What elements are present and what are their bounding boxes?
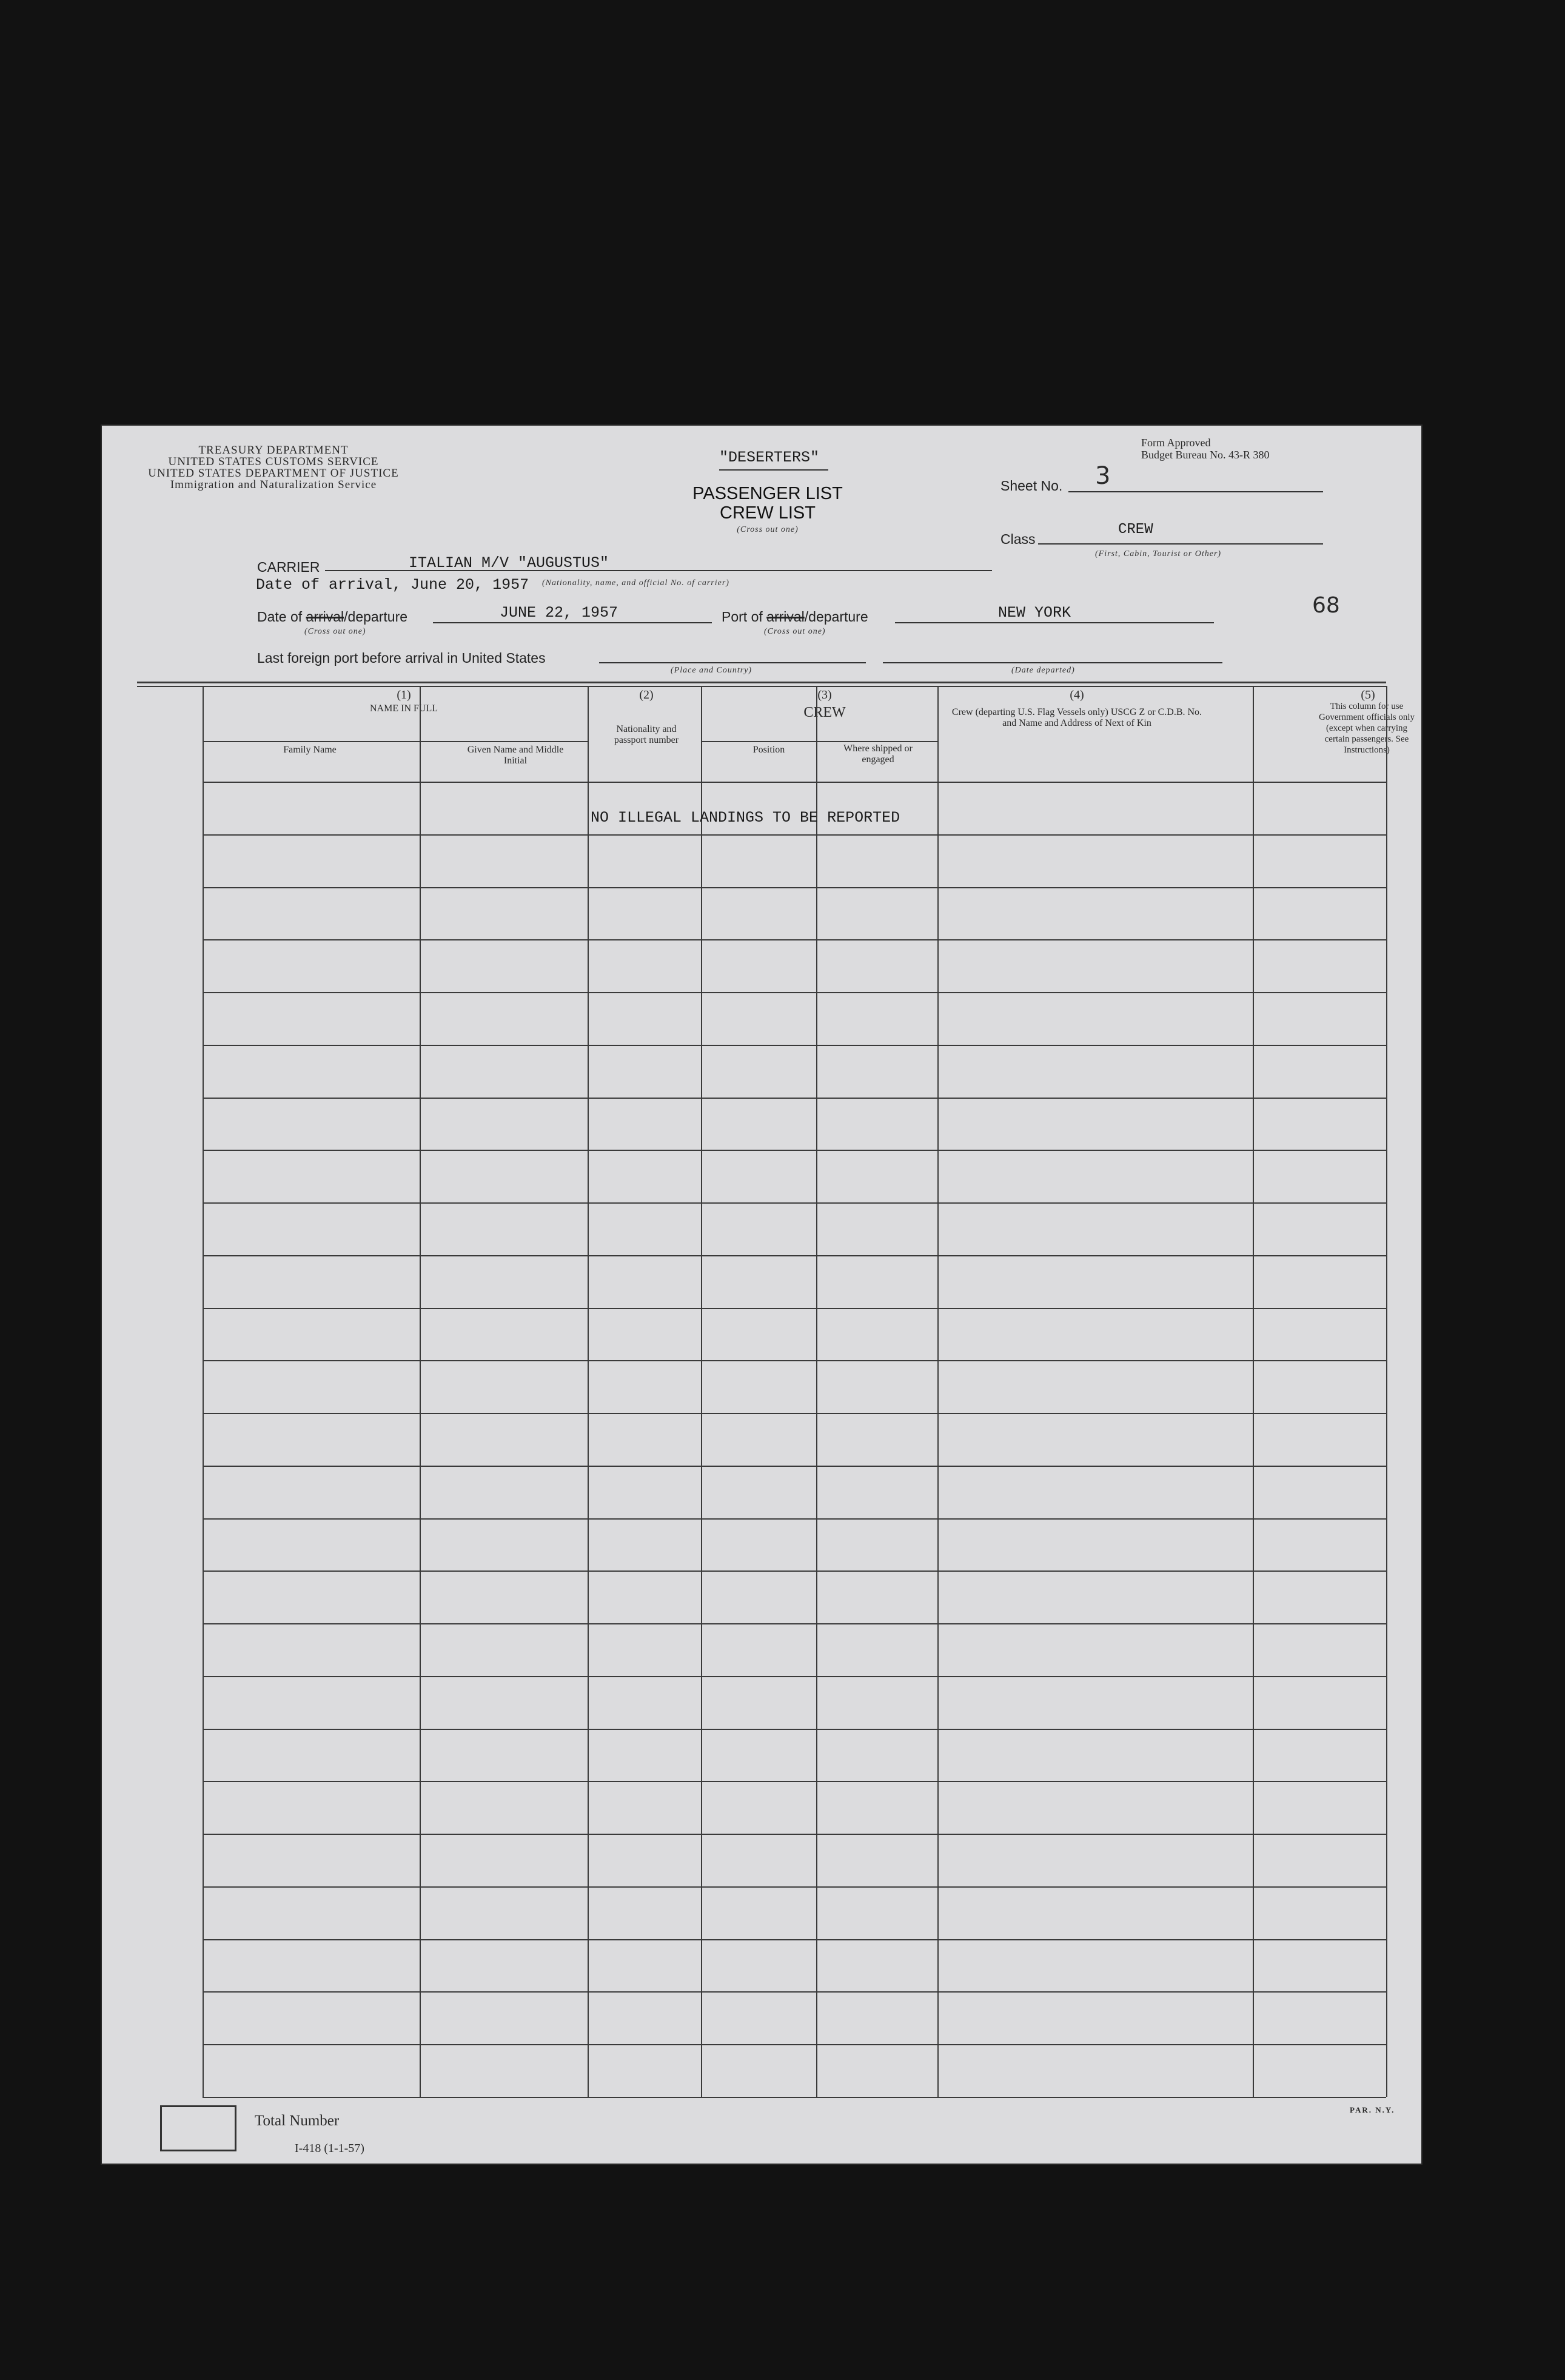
column-line bbox=[1253, 686, 1254, 2097]
form-approved: Form Approved bbox=[1141, 437, 1211, 449]
table-row-line bbox=[203, 1255, 1386, 1256]
table-top-rule-2 bbox=[137, 686, 1386, 687]
column-line bbox=[816, 686, 817, 2097]
col1a-title: Family Name bbox=[283, 745, 337, 755]
last-port-line bbox=[599, 662, 866, 663]
port-hint: (Cross out one) bbox=[764, 627, 826, 636]
margin-number: 68 bbox=[1312, 593, 1340, 618]
agency-line-ins: Immigration and Naturalization Service bbox=[170, 478, 377, 491]
table-row-line bbox=[203, 1360, 1386, 1361]
table-row-line bbox=[203, 2044, 1386, 2045]
col2-number: (2) bbox=[639, 688, 654, 702]
col3a-title: Position bbox=[752, 745, 785, 755]
date-label-a: Date of bbox=[257, 609, 306, 625]
column-line bbox=[937, 686, 939, 2097]
last-port-label: Last foreign port before arrival in United States bbox=[257, 650, 546, 666]
col1b-title: Given Name and Middle Initial bbox=[467, 745, 564, 766]
column-line bbox=[420, 686, 421, 2097]
agency-line-customs: UNITED STATES CUSTOMS SERVICE bbox=[168, 455, 379, 468]
col5-title: This column for use Government officials only (except when carrying certain passengers. See Instructions) bbox=[1318, 702, 1415, 755]
date-departed-line bbox=[883, 662, 1222, 663]
date-departed-hint: (Date departed) bbox=[1011, 666, 1075, 675]
crew-list-form bbox=[101, 424, 1423, 2165]
table-row-line bbox=[203, 1413, 1386, 1414]
col1-number: (1) bbox=[397, 688, 411, 702]
date-label-b: /departure bbox=[344, 609, 408, 625]
table-row-line bbox=[203, 1570, 1386, 1572]
col1-title: NAME IN FULL bbox=[370, 703, 438, 714]
column-line bbox=[588, 686, 589, 2097]
port-departure-label bbox=[722, 609, 868, 625]
deserters-stamp: "DESERTERS" bbox=[719, 449, 820, 466]
table-top-rule bbox=[137, 682, 1386, 683]
column-line bbox=[1386, 686, 1387, 2097]
table-row-line bbox=[203, 1991, 1386, 1993]
title-hint: (Cross out one) bbox=[737, 525, 799, 534]
total-number-label: Total Number bbox=[255, 2113, 340, 2129]
table-row-line bbox=[203, 1834, 1386, 1835]
port-value: NEW YORK bbox=[998, 604, 1071, 622]
header-bottom-rule bbox=[203, 782, 1386, 783]
table-row-line bbox=[203, 1939, 1386, 1940]
sheet-no-line bbox=[1068, 491, 1323, 492]
table-row-line bbox=[203, 2097, 1386, 2098]
sheet-no-value: 3 bbox=[1095, 462, 1111, 490]
given-name-split bbox=[420, 741, 421, 782]
arrival-note: Date of arrival, June 20, 1957 bbox=[256, 576, 529, 594]
budget-bureau: Budget Bureau No. 43-R 380 bbox=[1141, 449, 1270, 461]
port-struck: arrival bbox=[766, 609, 805, 625]
table-row-line bbox=[203, 1518, 1386, 1520]
stamp-underline bbox=[719, 469, 828, 471]
table-row-line bbox=[203, 1781, 1386, 1782]
table-row-line bbox=[203, 939, 1386, 940]
carrier-label: CARRIER bbox=[257, 559, 320, 575]
col2-title: Nationality and passport number bbox=[614, 724, 679, 745]
table-row-line bbox=[203, 1202, 1386, 1204]
title-passenger-list: PASSENGER LIST bbox=[692, 484, 843, 503]
total-number-box bbox=[160, 2105, 236, 2151]
table-row-line bbox=[203, 887, 1386, 888]
table-row-line bbox=[203, 1098, 1386, 1099]
last-port-hint: (Place and Country) bbox=[671, 666, 752, 675]
title-crew-list: CREW LIST bbox=[720, 503, 816, 523]
table-row-line bbox=[203, 1676, 1386, 1677]
table-row-line bbox=[203, 1150, 1386, 1151]
table-row-line bbox=[203, 1729, 1386, 1730]
table-row-line bbox=[203, 1045, 1386, 1046]
date-departure-label bbox=[257, 609, 407, 625]
carrier-value: ITALIAN M/V "AUGUSTUS" bbox=[409, 554, 609, 572]
class-label: Class bbox=[1000, 531, 1036, 547]
table-row-line bbox=[203, 1886, 1386, 1888]
table-row-line bbox=[203, 992, 1386, 993]
date-line bbox=[433, 622, 712, 623]
col4-number: (4) bbox=[1070, 688, 1084, 702]
sheet-no-label: Sheet No. bbox=[1000, 478, 1063, 494]
port-label-b: /departure bbox=[804, 609, 868, 625]
agency-block bbox=[137, 444, 410, 491]
no-illegal-landings-note: NO ILLEGAL LANDINGS TO BE REPORTED bbox=[591, 809, 900, 826]
form-number: I-418 (1-1-57) bbox=[295, 2142, 364, 2155]
class-line bbox=[1038, 543, 1323, 545]
carrier-hint: (Nationality, name, and official No. of carrier) bbox=[542, 578, 729, 588]
date-hint: (Cross out one) bbox=[304, 627, 366, 636]
class-hint: (First, Cabin, Tourist or Other) bbox=[1095, 549, 1222, 558]
col3-title: CREW bbox=[803, 705, 846, 720]
crew-subheader-rule bbox=[701, 741, 937, 742]
port-label-a: Port of bbox=[722, 609, 767, 625]
table-row-line bbox=[203, 834, 1386, 836]
port-line bbox=[895, 622, 1214, 623]
col5-number: (5) bbox=[1361, 688, 1375, 702]
table-row-line bbox=[203, 1308, 1386, 1309]
class-value: CREW bbox=[1118, 521, 1153, 538]
col3b-title: Where shipped or engaged bbox=[843, 743, 913, 765]
column-line bbox=[203, 686, 204, 2097]
name-subheader-rule bbox=[203, 741, 588, 742]
printer-mark: PAR. N.Y. bbox=[1350, 2105, 1395, 2114]
date-struck: arrival bbox=[306, 609, 344, 625]
column-line bbox=[701, 686, 702, 2097]
col3-number: (3) bbox=[817, 688, 832, 702]
table-row-line bbox=[203, 1623, 1386, 1624]
table-row-line bbox=[203, 1466, 1386, 1467]
agency-line-justice: UNITED STATES DEPARTMENT OF JUSTICE bbox=[148, 467, 399, 480]
col4-title: Crew (departing U.S. Flag Vessels only) USCG Z or C.D.B. No. and Name and Address of Next of Kin bbox=[951, 707, 1202, 728]
agency-line-treasury: TREASURY DEPARTMENT bbox=[198, 444, 349, 457]
date-value: JUNE 22, 1957 bbox=[500, 604, 618, 622]
